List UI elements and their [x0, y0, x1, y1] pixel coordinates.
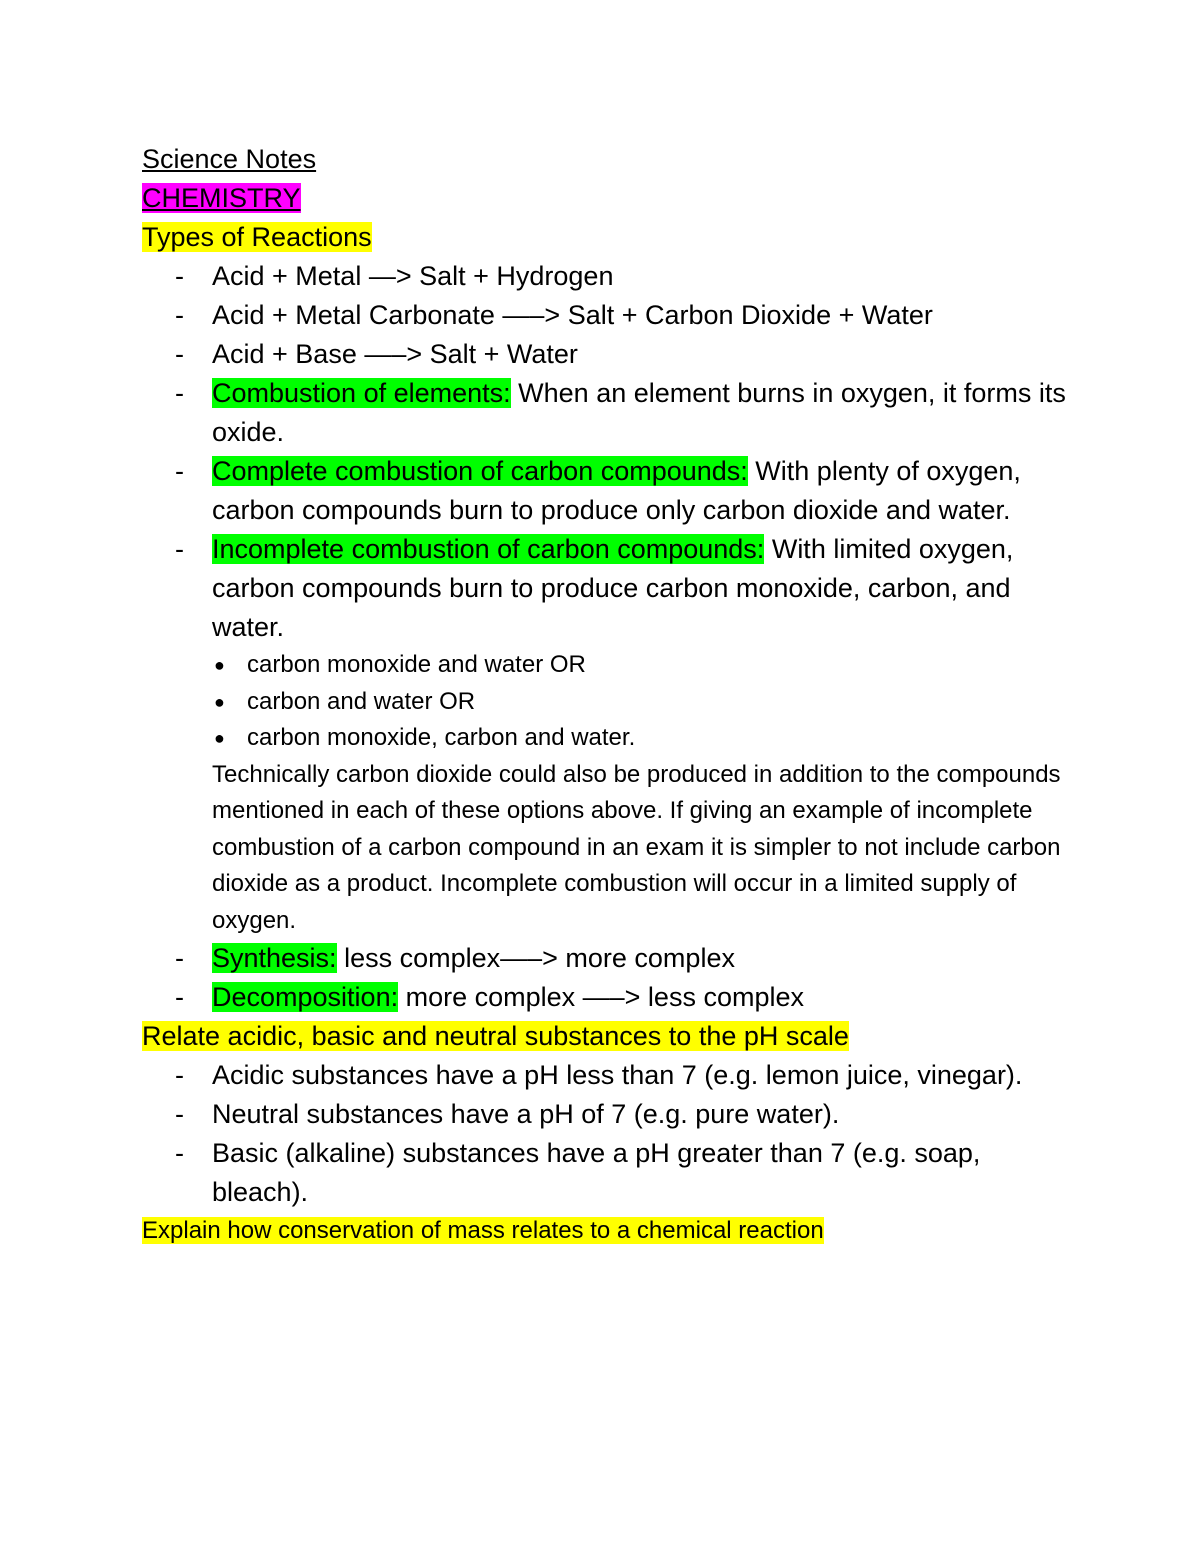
- ph-scale-list: [142, 1056, 1072, 1212]
- incomplete-combustion-options: [212, 647, 1072, 757]
- dash-marker: -: [175, 456, 184, 486]
- bullet-item: [212, 720, 1072, 757]
- term-definition: When an element burns in oxygen, it forms its oxide.: [212, 378, 1066, 447]
- term-label: Incomplete combustion of carbon compounds:: [212, 534, 765, 564]
- dash-marker: -: [175, 1060, 184, 1091]
- bullet-dot-icon: ●: [214, 728, 225, 748]
- dash-marker: -: [175, 982, 184, 1013]
- incomplete-combustion-note: Technically carbon dioxide could also be produced in addition to the compounds mentioned in each of these options above. If giving an example of incomplete combustion of a carbon compound in an exam it is simpler to not include carbon dioxide as a product. Incomplete combustion will occur in a limited supply of oxygen.: [212, 760, 1061, 934]
- list-item: [142, 1056, 1072, 1095]
- section-heading-conservation-of-mass: [142, 1212, 1072, 1250]
- list-item: [142, 296, 1072, 335]
- section-heading-text: Explain how conservation of mass relates to a chemical reaction: [142, 1217, 824, 1245]
- term-definition: With limited oxygen, carbon compounds burn to produce carbon monoxide, carbon, and water.: [212, 534, 1014, 642]
- term-label: Complete combustion of carbon compounds:: [212, 456, 748, 486]
- dash-marker: -: [175, 534, 184, 564]
- dash-marker: -: [175, 1138, 184, 1169]
- section-heading-text: Types of Reactions: [142, 222, 372, 252]
- bullet-dot-icon: ●: [214, 655, 225, 675]
- bullet-text: carbon monoxide and water OR: [247, 651, 586, 678]
- term-label: Combustion of elements:: [212, 378, 511, 408]
- list-item: [142, 978, 1072, 1017]
- list-item-text: Neutral substances have a pH of 7 (e.g. pure water).: [212, 1099, 840, 1130]
- dash-marker: -: [175, 339, 184, 369]
- bullet-item: [212, 684, 1072, 721]
- dash-marker: -: [175, 1099, 184, 1130]
- list-item-text: Acid + Metal Carbonate —–> Salt + Carbon Dioxide + Water: [212, 300, 933, 330]
- doc-title: [142, 140, 1072, 179]
- term-definition: less complex—–> more complex: [336, 943, 735, 974]
- term-definition: more complex —–> less complex: [398, 982, 804, 1013]
- dash-marker: -: [175, 378, 184, 408]
- list-item: [142, 1095, 1072, 1134]
- term-label: Decomposition:: [212, 982, 399, 1013]
- list-item-text: Acidic substances have a pH less than 7 (e.g. lemon juice, vinegar).: [212, 1060, 1023, 1091]
- section-heading-text: Relate acidic, basic and neutral substances to the pH scale: [142, 1021, 849, 1052]
- list-item-text: Acid + Metal —> Salt + Hydrogen: [212, 261, 614, 291]
- section-heading-types-of-reactions: [142, 218, 1072, 257]
- list-item-text: Basic (alkaline) substances have a pH greater than 7 (e.g. soap, bleach).: [212, 1138, 981, 1208]
- list-item: [142, 257, 1072, 296]
- list-item: [142, 1134, 1072, 1212]
- subject-heading-text: CHEMISTRY: [142, 183, 301, 213]
- doc-title-text: Science Notes: [142, 144, 317, 174]
- list-item-text: Acid + Base —–> Salt + Water: [212, 339, 578, 369]
- dash-marker: -: [175, 943, 184, 974]
- list-item: [142, 452, 1072, 530]
- dash-marker: -: [175, 261, 184, 291]
- section-heading-ph-scale: [142, 1017, 1072, 1056]
- bullet-item: [212, 647, 1072, 684]
- document-page: [142, 140, 1072, 1250]
- subject-heading: [142, 179, 1072, 218]
- term-label: Synthesis:: [212, 943, 337, 974]
- list-item: [142, 374, 1072, 452]
- reaction-types-list: [142, 257, 1072, 1017]
- bullet-text: carbon monoxide, carbon and water.: [247, 724, 636, 751]
- term-definition: With plenty of oxygen, carbon compounds burn to produce only carbon dioxide and water.: [212, 456, 1021, 525]
- dash-marker: -: [175, 300, 184, 330]
- bullet-text: carbon and water OR: [247, 687, 476, 715]
- list-item: [142, 530, 1072, 939]
- bullet-dot-icon: ●: [214, 691, 225, 712]
- list-item: [142, 939, 1072, 978]
- list-item: [142, 335, 1072, 374]
